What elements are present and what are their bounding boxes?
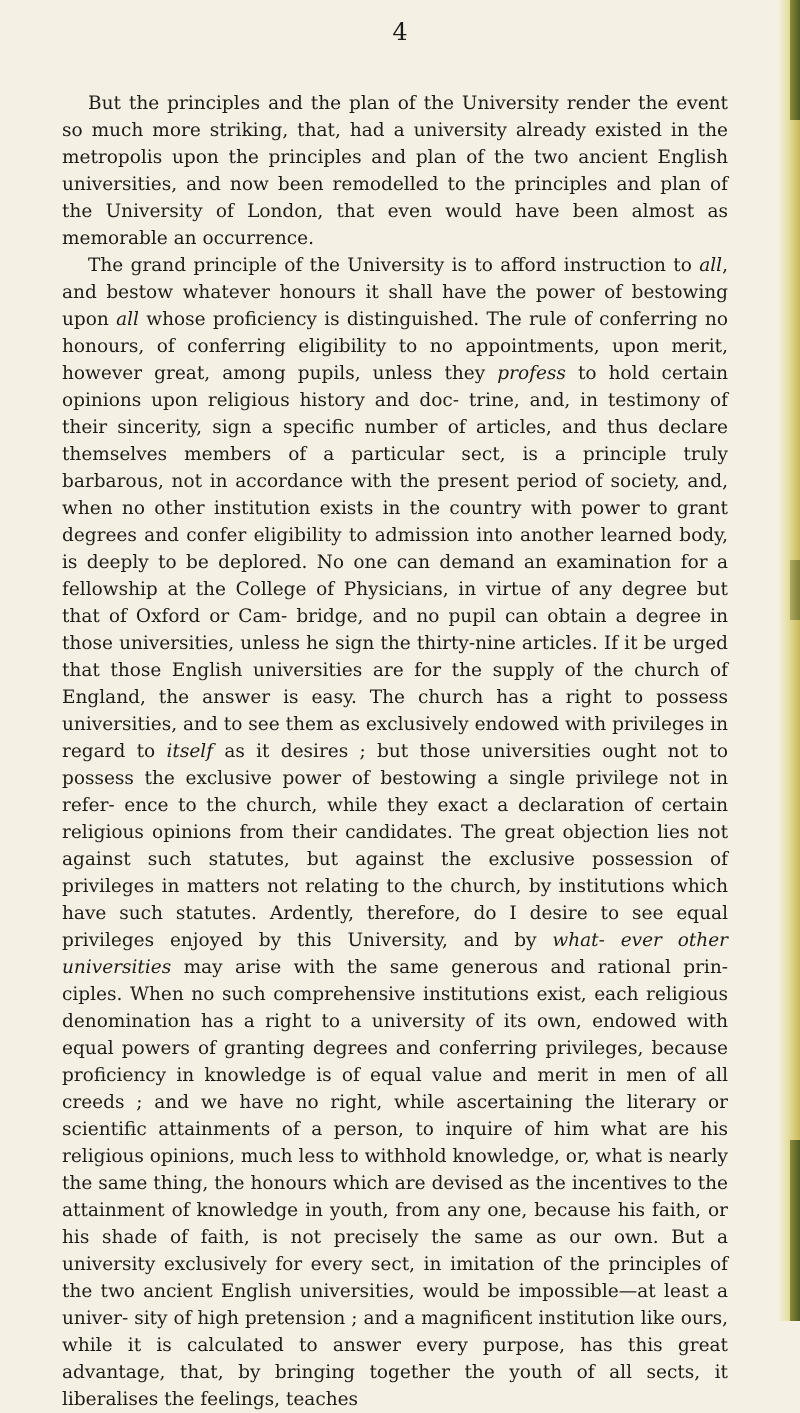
- paragraph-2: [62, 252, 728, 1413]
- text-run: may arise with the same generous and rational prin- ciples. When no such comprehensive institutions exist, each religious denomination has a right to a university of its own, endowed with equal powers of granting degrees and conferring privileges, because proficiency in knowledge is of equal value and merit in men of all creeds ; and we have no right, while ascertaining the literary or scientific attainments of a person, to inquire of him what are his religious opinions, much less to withhold knowledge, or, what is nearly the same thing, the honours which are devised as the incentives to the attainment of knowledge in youth, from any one, because his faith, or his shade of faith, is not precisely the same as our own. But a university exclusively for every sect, in imitation of the principles of the two ancient English universities, would be impossible—at least a univer- sity of high pretension ; and a magnificent institution like ours, while it is calculated to answer every purpose, has this great advantage, that, by bringing together the youth of all sects, it liberalises the feelings, teaches: [62, 957, 728, 1410]
- page-edge-binding: [790, 560, 800, 620]
- page-edge-binding: [790, 1140, 800, 1321]
- italic-run: profess: [497, 363, 566, 384]
- italic-run: itself: [166, 741, 214, 762]
- italic-run: all: [699, 255, 723, 276]
- text-run: But the principles and the plan of the University render the event so much more striking, that, had a university already existed in the metropolis upon the principles and plan of the two ancient English universities, and now been remodelled to the principles and plan of the University of London, that even would have been almost as memorable an occurrence.: [62, 93, 728, 249]
- body-text: [62, 90, 728, 1413]
- page-edge-shadow: [778, 0, 800, 1321]
- page-number: 4: [392, 18, 408, 46]
- text-run: whose proficiency is distinguished. The rule of conferring no honours, of conferring eligibility to no appointments, upon merit, however great, among pupils, unless they: [62, 309, 728, 384]
- text-run: , and bestow whatever honours it shall have the power of bestowing upon: [62, 255, 728, 330]
- paragraph-1: [62, 90, 728, 252]
- text-run: to hold certain opinions upon religious history and doc- trine, and, in testimony of their sincerity, sign a specific number of articles, and thus declare themselves members of a particular sect, is a principle truly barbarous, not in accordance with the present period of society, and, when no other institution exists in the country with power to grant degrees and confer eligibility to admission into another learned body, is deeply to be deplored. No one can demand an examination for a fellowship at the College of Physicians, in virtue of any degree but that of Oxford or Cam- bridge, and no pupil can obtain a degree in those universities, unless he sign the thirty-nine articles. If it be urged that those English universities are for the supply of the church of England, the answer is easy. The church has a right to possess universities, and to see them as exclusively endowed with privileges in regard to: [62, 363, 728, 762]
- italic-run: all: [116, 309, 139, 330]
- text-run: as it desires ; but those universities ought not to possess the exclusive power of bestowing a single privilege not in refer- ence to the church, while they exact a declaration of certain religious opinions from their candidates. The great objection lies not against such statutes, but against the exclusive possession of privileges in matters not relating to the church, by institutions which have such statutes. Ardently, therefore, do I desire to see equal privileges enjoyed by this University, and by: [62, 741, 728, 951]
- italic-run: what- ever other universities: [62, 930, 728, 978]
- text-run: The grand principle of the University is to afford instruction to: [88, 255, 700, 276]
